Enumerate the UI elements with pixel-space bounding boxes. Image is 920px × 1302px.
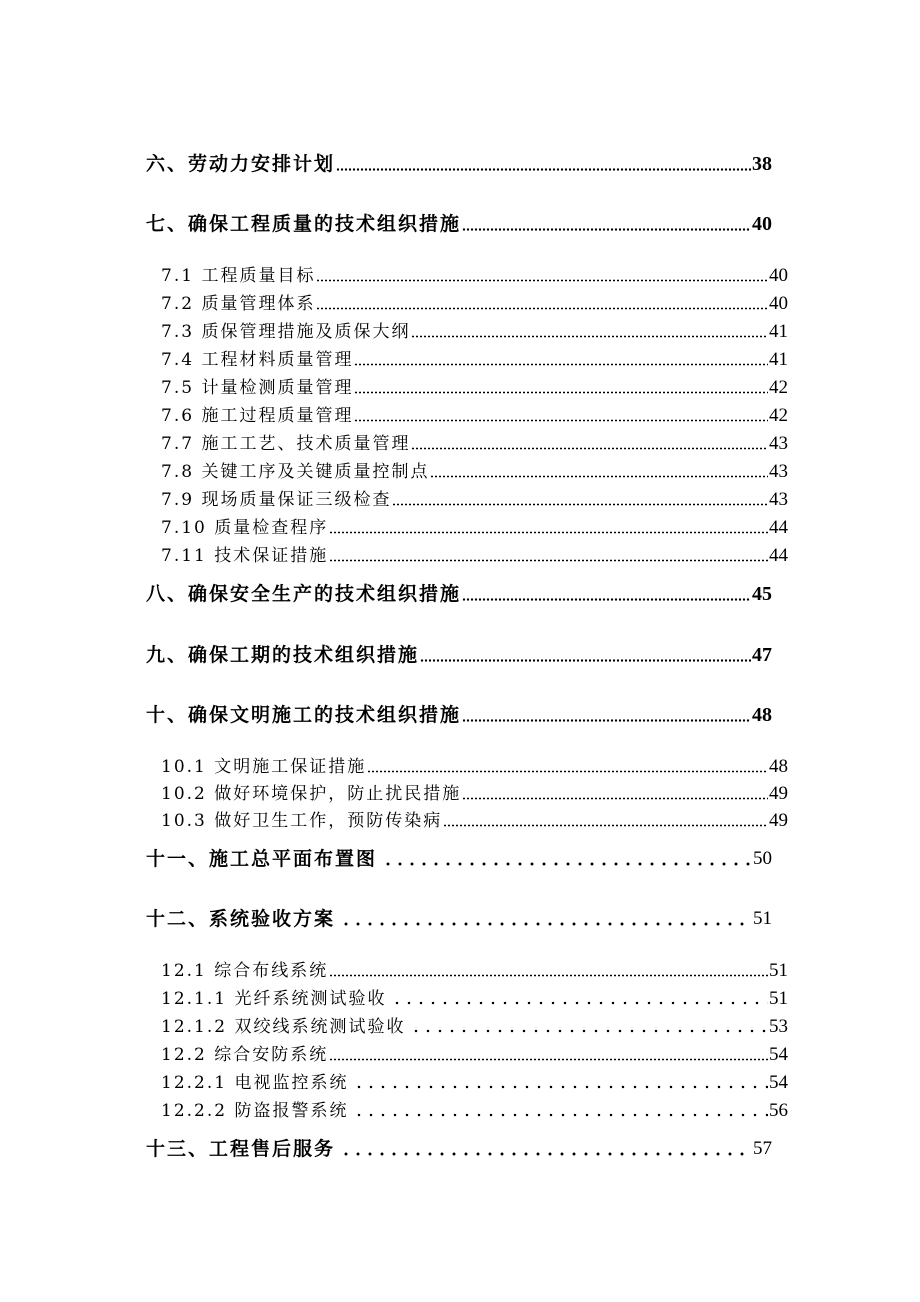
toc-entry-page: 47 xyxy=(752,644,772,666)
toc-entry-page: 43 xyxy=(769,489,788,510)
toc-entry-page: 45 xyxy=(752,583,772,605)
dot-leader xyxy=(349,1100,768,1122)
toc-entry-section-7-3[interactable] xyxy=(161,321,788,343)
toc-entry-page: 53 xyxy=(769,1016,788,1037)
dot-leader xyxy=(392,489,768,511)
toc-entry-page: 51 xyxy=(769,960,788,981)
toc-entry-label: 7.2 质量管理体系 xyxy=(161,294,316,314)
dot-leader xyxy=(420,643,751,667)
toc-entry-page: 38 xyxy=(752,153,772,175)
toc-entry-section-7-5[interactable] xyxy=(161,377,788,399)
toc-entry-page: 50 xyxy=(753,848,772,869)
toc-entry-section-7-10[interactable] xyxy=(161,517,788,539)
toc-entry-label: 10.3 做好卫生工作，预防传染病 xyxy=(161,811,443,831)
toc-entry-label: 十、确保文明施工的技术组织措施 xyxy=(146,704,462,726)
toc-entry-section-7-8[interactable] xyxy=(161,461,788,483)
dot-leader xyxy=(367,756,768,778)
toc-entry-label: 7.11 技术保证措施 xyxy=(161,546,329,566)
toc-entry-page: 51 xyxy=(753,908,772,929)
toc-entry-label: 7.6 施工过程质量管理 xyxy=(161,406,354,426)
toc-entry-label: 十三、工程售后服务 xyxy=(146,1138,336,1160)
toc-entry-page: 54 xyxy=(769,1044,788,1065)
toc-entry-chapter-9[interactable] xyxy=(146,643,772,667)
dot-leader xyxy=(336,1137,752,1161)
toc-entry-label: 12.2 综合安防系统 xyxy=(161,1045,329,1065)
dot-leader xyxy=(430,461,768,483)
toc-entry-section-7-9[interactable] xyxy=(161,489,788,511)
toc-entry-label: 12.2.2 防盗报警系统 xyxy=(161,1101,349,1121)
toc-entry-section-7-4[interactable] xyxy=(161,349,788,371)
toc-entry-label: 7.10 质量检查程序 xyxy=(161,518,329,538)
dot-leader xyxy=(387,988,768,1010)
toc-entry-chapter-8[interactable] xyxy=(146,582,772,606)
toc-entry-section-12-2-2[interactable] xyxy=(161,1100,788,1122)
toc-entry-page: 49 xyxy=(769,810,788,831)
dot-leader xyxy=(336,907,752,931)
toc-entry-page: 49 xyxy=(769,783,788,804)
toc-entry-page: 42 xyxy=(769,405,788,426)
dot-leader xyxy=(329,960,768,982)
toc-entry-label: 12.1.1 光纤系统测试验收 xyxy=(161,989,387,1009)
toc-entry-label: 7.9 现场质量保证三级检查 xyxy=(161,490,392,510)
toc-entry-label: 7.3 质保管理措施及质保大纲 xyxy=(161,322,411,342)
dot-leader xyxy=(354,349,768,371)
toc-entry-label: 九、确保工期的技术组织措施 xyxy=(146,644,420,666)
toc-entry-label: 十二、系统验收方案 xyxy=(146,908,336,930)
toc-entry-section-12-1[interactable] xyxy=(161,960,788,982)
toc-entry-page: 56 xyxy=(769,1100,788,1121)
toc-entry-page: 40 xyxy=(769,293,788,314)
dot-leader xyxy=(406,1016,768,1038)
toc-entry-label: 7.5 计量检测质量管理 xyxy=(161,378,354,398)
dot-leader xyxy=(378,847,752,871)
dot-leader xyxy=(462,212,751,236)
toc-entry-section-12-1-1[interactable] xyxy=(161,988,788,1010)
toc-entry-page: 44 xyxy=(769,545,788,566)
dot-leader xyxy=(354,405,768,427)
toc-entry-label: 7.1 工程质量目标 xyxy=(161,266,316,286)
toc-entry-label: 十一、施工总平面布置图 xyxy=(146,848,378,870)
toc-entry-page: 57 xyxy=(753,1138,772,1159)
toc-entry-section-7-11[interactable] xyxy=(161,545,788,567)
toc-entry-label: 10.1 文明施工保证措施 xyxy=(161,757,367,777)
toc-entry-label: 12.2.1 电视监控系统 xyxy=(161,1073,349,1093)
toc-entry-page: 44 xyxy=(769,517,788,538)
toc-entry-label: 八、确保安全生产的技术组织措施 xyxy=(146,583,462,605)
toc-entry-page: 48 xyxy=(752,704,772,726)
toc-entry-label: 7.8 关键工序及关键质量控制点 xyxy=(161,462,430,482)
toc-entry-section-7-2[interactable] xyxy=(161,293,788,315)
dot-leader xyxy=(316,265,768,287)
dot-leader xyxy=(462,703,751,727)
toc-entry-chapter-10[interactable] xyxy=(146,703,772,727)
dot-leader xyxy=(329,545,768,567)
toc-entry-label: 七、确保工程质量的技术组织措施 xyxy=(146,213,462,235)
toc-entry-section-12-2[interactable] xyxy=(161,1044,788,1066)
toc-entry-label: 10.2 做好环境保护，防止扰民措施 xyxy=(161,784,462,804)
toc-entry-section-7-7[interactable] xyxy=(161,433,788,455)
dot-leader xyxy=(411,433,768,455)
toc-entry-page: 43 xyxy=(769,433,788,454)
dot-leader xyxy=(329,517,768,539)
toc-entry-label: 12.1 综合布线系统 xyxy=(161,961,329,981)
toc-entry-page: 42 xyxy=(769,377,788,398)
toc-entry-label: 7.4 工程材料质量管理 xyxy=(161,350,354,370)
toc-entry-page: 54 xyxy=(769,1072,788,1093)
dot-leader xyxy=(354,377,768,399)
dot-leader xyxy=(462,783,768,805)
dot-leader xyxy=(316,293,768,315)
toc-entry-page: 48 xyxy=(769,756,788,777)
toc-entry-page: 41 xyxy=(769,321,788,342)
toc-entry-section-10-1[interactable] xyxy=(161,756,788,778)
toc-entry-page: 43 xyxy=(769,461,788,482)
toc-entry-page: 51 xyxy=(769,988,788,1009)
toc-entry-chapter-6[interactable] xyxy=(146,152,772,176)
dot-leader xyxy=(411,321,768,343)
toc-entry-section-10-2[interactable] xyxy=(161,783,788,805)
dot-leader xyxy=(462,582,751,606)
toc-entry-page: 40 xyxy=(752,213,772,235)
toc-entry-page: 41 xyxy=(769,349,788,370)
toc-entry-page: 40 xyxy=(769,265,788,286)
toc-entry-chapter-7[interactable] xyxy=(146,212,772,236)
dot-leader xyxy=(349,1072,768,1094)
toc-entry-label: 7.7 施工工艺、技术质量管理 xyxy=(161,434,411,454)
dot-leader xyxy=(443,810,768,832)
toc-entry-section-10-3[interactable] xyxy=(161,810,788,832)
toc-entry-section-12-2-1[interactable] xyxy=(161,1072,788,1094)
toc-entry-chapter-12[interactable] xyxy=(146,907,772,931)
toc-entry-chapter-11[interactable] xyxy=(146,847,772,871)
toc-entry-section-7-6[interactable] xyxy=(161,405,788,427)
dot-leader xyxy=(329,1044,768,1066)
toc-entry-chapter-13[interactable] xyxy=(146,1137,772,1161)
toc-entry-section-12-1-2[interactable] xyxy=(161,1016,788,1038)
toc-entry-label: 12.1.2 双绞线系统测试验收 xyxy=(161,1017,406,1037)
toc-entry-section-7-1[interactable] xyxy=(161,265,788,287)
dot-leader xyxy=(336,152,751,176)
toc-entry-label: 六、劳动力安排计划 xyxy=(146,153,336,175)
